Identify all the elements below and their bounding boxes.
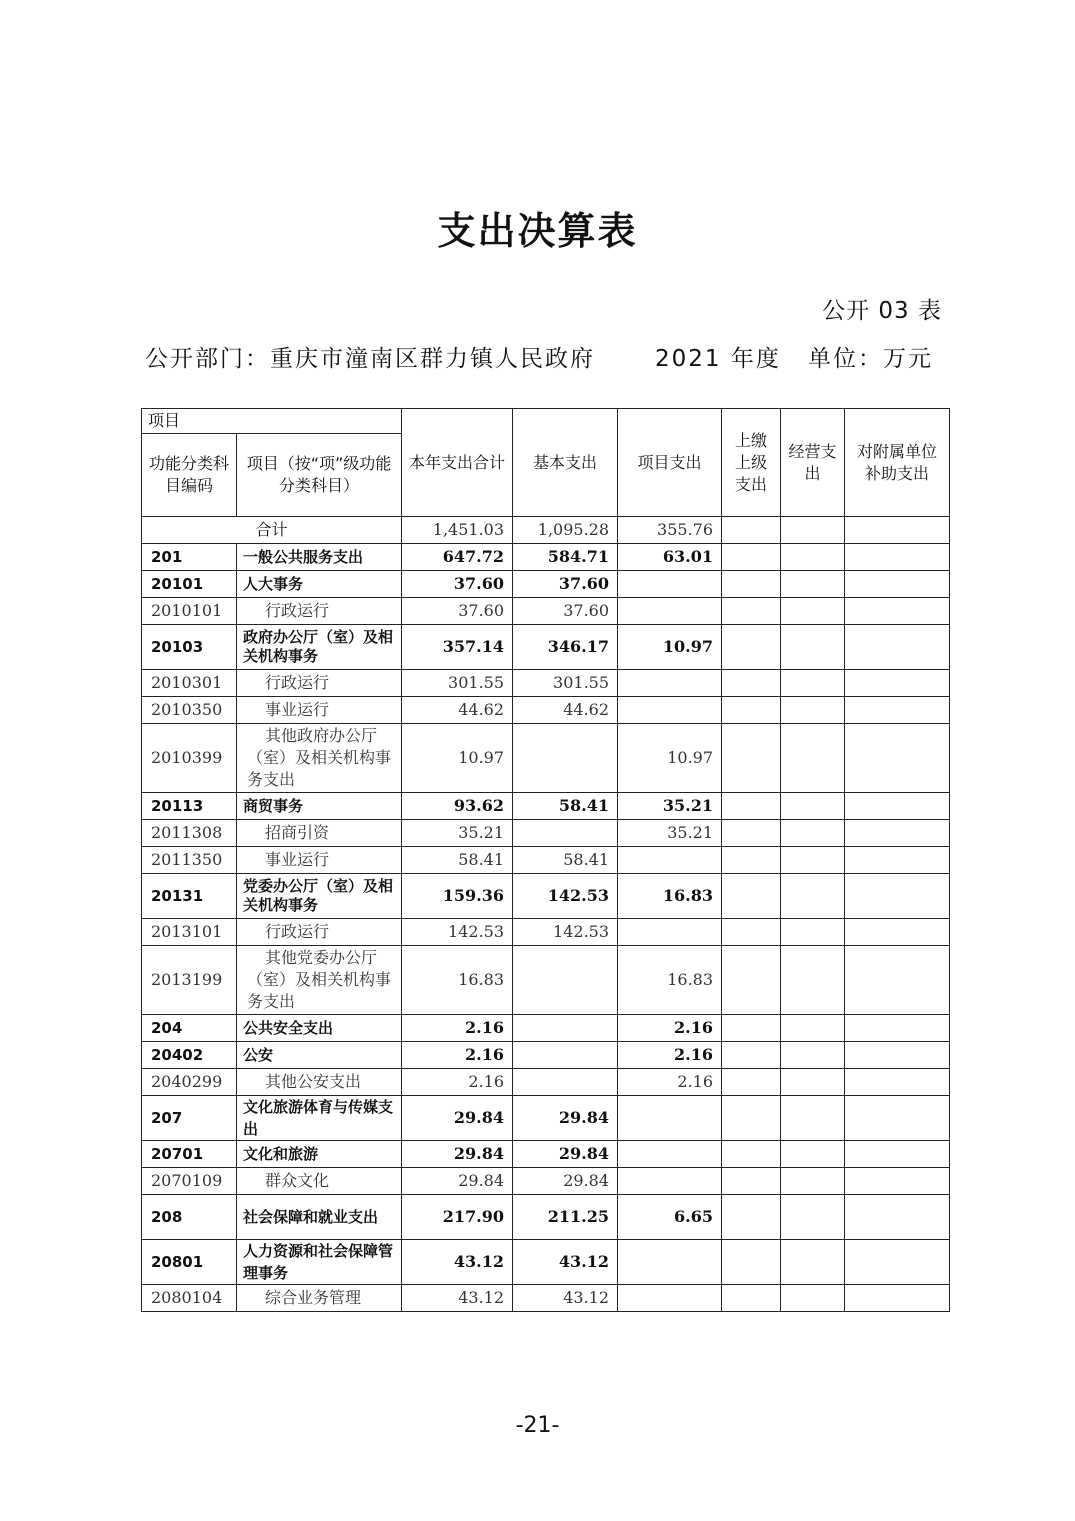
table-row <box>142 1042 950 1069</box>
header-subsidiary: 对附属单位补助支出 <box>845 409 950 517</box>
row-subsidiary <box>845 1069 950 1096</box>
row-business <box>781 697 845 724</box>
row-code: 2040299 <box>142 1069 237 1096</box>
row-total: 58.41 <box>402 847 513 874</box>
table-row <box>142 820 950 847</box>
row-upper <box>722 697 781 724</box>
row-upper <box>722 1015 781 1042</box>
table-number: 公开 03 表 <box>822 298 942 324</box>
row-basic: 43.12 <box>513 1285 618 1312</box>
row-code: 20701 <box>142 1141 237 1168</box>
row-subsidiary <box>845 670 950 697</box>
row-name: 公共安全支出 <box>237 1015 402 1042</box>
row-code: 2010350 <box>142 697 237 724</box>
row-total: 2.16 <box>402 1042 513 1069</box>
row-upper <box>722 1141 781 1168</box>
row-total: 43.12 <box>402 1240 513 1285</box>
row-upper <box>722 919 781 946</box>
table-row <box>142 625 950 670</box>
row-name: 群众文化 <box>237 1168 402 1195</box>
header-item: 项目（按“项”级功能分类科目） <box>237 434 402 517</box>
row-business <box>781 571 845 598</box>
header-project: 项目 <box>142 409 402 434</box>
table-row <box>142 670 950 697</box>
row-code: 2010301 <box>142 670 237 697</box>
table-row <box>142 1069 950 1096</box>
header-upper: 上缴上级支出 <box>722 409 781 517</box>
row-basic: 142.53 <box>513 874 618 919</box>
table-row <box>142 544 950 571</box>
row-total: 2.16 <box>402 1069 513 1096</box>
row-code: 20113 <box>142 793 237 820</box>
row-project: 35.21 <box>618 793 722 820</box>
row-subsidiary <box>845 820 950 847</box>
row-business <box>781 544 845 571</box>
header-total: 本年支出合计 <box>402 409 513 517</box>
row-name: 其他公安支出 <box>237 1069 402 1096</box>
unit-label: 单位：万元 <box>808 346 933 372</box>
row-basic: 346.17 <box>513 625 618 670</box>
row-project: 2.16 <box>618 1015 722 1042</box>
row-upper <box>722 874 781 919</box>
row-upper <box>722 598 781 625</box>
row-code: 204 <box>142 1015 237 1042</box>
row-subsidiary <box>845 1240 950 1285</box>
row-business <box>781 874 845 919</box>
row-business <box>781 1285 845 1312</box>
row-basic <box>513 724 618 793</box>
year-label: 2021 年度 <box>655 346 781 372</box>
total-project: 355.76 <box>618 517 722 544</box>
row-project <box>618 1168 722 1195</box>
table-row <box>142 1168 950 1195</box>
row-total: 29.84 <box>402 1168 513 1195</box>
expenditure-table <box>141 408 950 1312</box>
row-total: 43.12 <box>402 1285 513 1312</box>
row-name: 综合业务管理 <box>237 1285 402 1312</box>
row-subsidiary <box>845 1168 950 1195</box>
table-row <box>142 1141 950 1168</box>
row-name: 其他政府办公厅（室）及相关机构事务支出 <box>237 724 402 793</box>
row-basic: 58.41 <box>513 793 618 820</box>
row-total: 93.62 <box>402 793 513 820</box>
page-title: 支出决算表 <box>437 208 638 253</box>
row-business <box>781 1096 845 1141</box>
row-business <box>781 625 845 670</box>
row-total: 44.62 <box>402 697 513 724</box>
row-name: 党委办公厅（室）及相关机构事务 <box>237 874 402 919</box>
row-code: 201 <box>142 544 237 571</box>
row-upper <box>722 1069 781 1096</box>
row-business <box>781 1168 845 1195</box>
row-upper <box>722 571 781 598</box>
row-subsidiary <box>845 625 950 670</box>
row-total: 357.14 <box>402 625 513 670</box>
row-subsidiary <box>845 1042 950 1069</box>
row-total: 29.84 <box>402 1141 513 1168</box>
row-upper <box>722 1042 781 1069</box>
row-name: 人力资源和社会保障管理事务 <box>237 1240 402 1285</box>
row-project <box>618 697 722 724</box>
row-business <box>781 793 845 820</box>
row-project: 10.97 <box>618 724 722 793</box>
row-subsidiary <box>845 1285 950 1312</box>
row-name: 文化旅游体育与传媒支出 <box>237 1096 402 1141</box>
total-row <box>142 517 950 544</box>
table-row <box>142 1015 950 1042</box>
table-row <box>142 1195 950 1240</box>
row-basic: 29.84 <box>513 1096 618 1141</box>
row-code: 2011308 <box>142 820 237 847</box>
row-subsidiary <box>845 544 950 571</box>
row-project: 16.83 <box>618 874 722 919</box>
row-total: 37.60 <box>402 571 513 598</box>
row-code: 2070109 <box>142 1168 237 1195</box>
row-basic: 211.25 <box>513 1195 618 1240</box>
row-name: 政府办公厅（室）及相关机构事务 <box>237 625 402 670</box>
row-basic <box>513 820 618 847</box>
row-total: 647.72 <box>402 544 513 571</box>
row-basic: 301.55 <box>513 670 618 697</box>
table-row <box>142 1240 950 1285</box>
row-basic <box>513 1069 618 1096</box>
row-basic <box>513 946 618 1015</box>
department-label: 公开部门：重庆市潼南区群力镇人民政府 <box>145 346 595 372</box>
row-total: 142.53 <box>402 919 513 946</box>
row-project <box>618 670 722 697</box>
row-upper <box>722 946 781 1015</box>
row-total: 2.16 <box>402 1015 513 1042</box>
row-subsidiary <box>845 1141 950 1168</box>
row-project: 35.21 <box>618 820 722 847</box>
row-business <box>781 598 845 625</box>
row-subsidiary <box>845 697 950 724</box>
row-upper <box>722 544 781 571</box>
row-subsidiary <box>845 724 950 793</box>
row-subsidiary <box>845 1096 950 1141</box>
table-row <box>142 946 950 1015</box>
row-upper <box>722 820 781 847</box>
row-basic: 37.60 <box>513 571 618 598</box>
row-basic: 37.60 <box>513 598 618 625</box>
row-project: 2.16 <box>618 1069 722 1096</box>
row-code: 20103 <box>142 625 237 670</box>
row-upper <box>722 670 781 697</box>
row-name: 文化和旅游 <box>237 1141 402 1168</box>
row-project <box>618 919 722 946</box>
row-code: 2010101 <box>142 598 237 625</box>
row-business <box>781 1042 845 1069</box>
row-name: 人大事务 <box>237 571 402 598</box>
row-subsidiary <box>845 919 950 946</box>
row-total: 301.55 <box>402 670 513 697</box>
row-business <box>781 919 845 946</box>
row-name: 一般公共服务支出 <box>237 544 402 571</box>
row-upper <box>722 625 781 670</box>
row-basic: 43.12 <box>513 1240 618 1285</box>
row-basic: 29.84 <box>513 1168 618 1195</box>
row-upper <box>722 724 781 793</box>
row-subsidiary <box>845 1015 950 1042</box>
row-project: 16.83 <box>618 946 722 1015</box>
table-row <box>142 1285 950 1312</box>
table-row <box>142 724 950 793</box>
row-business <box>781 1240 845 1285</box>
row-upper <box>722 1285 781 1312</box>
row-project: 10.97 <box>618 625 722 670</box>
row-total: 217.90 <box>402 1195 513 1240</box>
table-meta <box>145 340 933 373</box>
row-business <box>781 820 845 847</box>
row-code: 20101 <box>142 571 237 598</box>
page-number: -21- <box>515 1413 560 1438</box>
row-code: 2080104 <box>142 1285 237 1312</box>
table-row <box>142 847 950 874</box>
row-total: 29.84 <box>402 1096 513 1141</box>
row-subsidiary <box>845 571 950 598</box>
row-code: 208 <box>142 1195 237 1240</box>
row-upper <box>722 1240 781 1285</box>
row-total: 159.36 <box>402 874 513 919</box>
row-project <box>618 1285 722 1312</box>
row-name: 行政运行 <box>237 670 402 697</box>
header-business: 经营支出 <box>781 409 845 517</box>
row-name: 招商引资 <box>237 820 402 847</box>
table-row <box>142 697 950 724</box>
row-total: 37.60 <box>402 598 513 625</box>
row-code: 20402 <box>142 1042 237 1069</box>
table-row <box>142 793 950 820</box>
row-basic: 29.84 <box>513 1141 618 1168</box>
row-upper <box>722 847 781 874</box>
row-basic <box>513 1015 618 1042</box>
row-business <box>781 1195 845 1240</box>
table-row <box>142 571 950 598</box>
row-basic <box>513 1042 618 1069</box>
row-code: 207 <box>142 1096 237 1141</box>
table-row <box>142 1096 950 1141</box>
row-code: 2013101 <box>142 919 237 946</box>
row-total: 10.97 <box>402 724 513 793</box>
table-row <box>142 874 950 919</box>
row-name: 事业运行 <box>237 847 402 874</box>
row-total: 16.83 <box>402 946 513 1015</box>
row-name: 行政运行 <box>237 919 402 946</box>
row-project <box>618 1141 722 1168</box>
row-project <box>618 571 722 598</box>
total-amount: 1,451.03 <box>402 517 513 544</box>
row-project <box>618 1240 722 1285</box>
row-business <box>781 847 845 874</box>
row-business <box>781 1015 845 1042</box>
table-row <box>142 919 950 946</box>
row-code: 2013199 <box>142 946 237 1015</box>
total-label: 合计 <box>142 517 402 544</box>
total-basic: 1,095.28 <box>513 517 618 544</box>
row-code: 2011350 <box>142 847 237 874</box>
row-upper <box>722 793 781 820</box>
row-basic: 44.62 <box>513 697 618 724</box>
row-name: 公安 <box>237 1042 402 1069</box>
row-code: 20801 <box>142 1240 237 1285</box>
row-business <box>781 946 845 1015</box>
row-upper <box>722 1168 781 1195</box>
row-project: 63.01 <box>618 544 722 571</box>
row-name: 事业运行 <box>237 697 402 724</box>
row-business <box>781 724 845 793</box>
row-name: 社会保障和就业支出 <box>237 1195 402 1240</box>
row-project <box>618 847 722 874</box>
row-code: 2010399 <box>142 724 237 793</box>
row-name: 其他党委办公厅（室）及相关机构事务支出 <box>237 946 402 1015</box>
row-subsidiary <box>845 847 950 874</box>
row-business <box>781 1141 845 1168</box>
row-project <box>618 598 722 625</box>
table-row <box>142 598 950 625</box>
row-upper <box>722 1195 781 1240</box>
row-project <box>618 1096 722 1141</box>
row-subsidiary <box>845 1195 950 1240</box>
row-upper <box>722 1096 781 1141</box>
row-subsidiary <box>845 793 950 820</box>
row-total: 35.21 <box>402 820 513 847</box>
header-code: 功能分类科目编码 <box>142 434 237 517</box>
row-project: 6.65 <box>618 1195 722 1240</box>
row-name: 商贸事务 <box>237 793 402 820</box>
row-project: 2.16 <box>618 1042 722 1069</box>
row-name: 行政运行 <box>237 598 402 625</box>
row-code: 20131 <box>142 874 237 919</box>
row-subsidiary <box>845 598 950 625</box>
row-basic: 58.41 <box>513 847 618 874</box>
header-basic: 基本支出 <box>513 409 618 517</box>
row-subsidiary <box>845 946 950 1015</box>
row-business <box>781 670 845 697</box>
header-project-expenditure: 项目支出 <box>618 409 722 517</box>
row-basic: 142.53 <box>513 919 618 946</box>
row-basic: 584.71 <box>513 544 618 571</box>
row-subsidiary <box>845 874 950 919</box>
row-business <box>781 1069 845 1096</box>
